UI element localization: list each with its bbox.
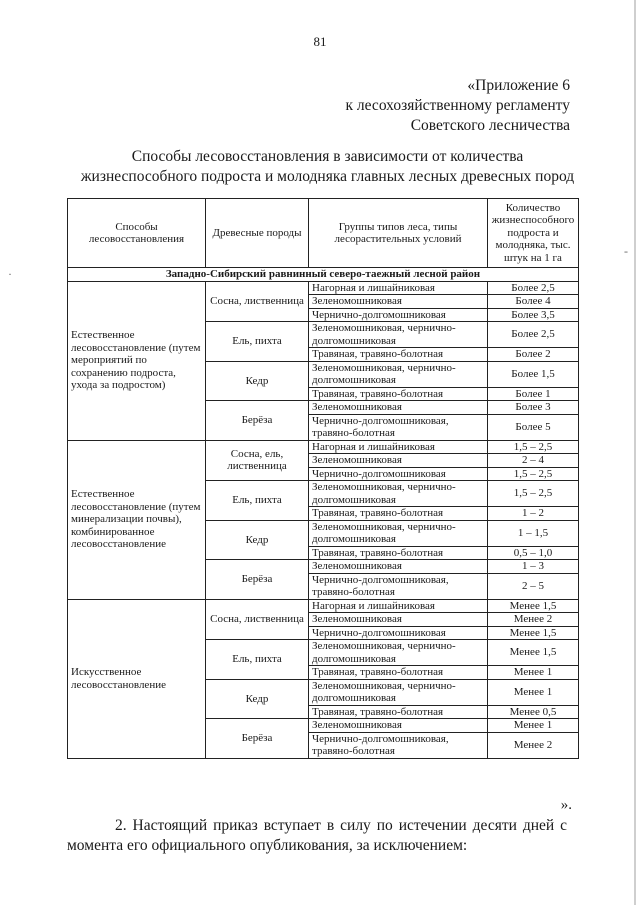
table-row xyxy=(68,440,579,454)
appendix-heading xyxy=(346,76,570,136)
table-row xyxy=(68,599,579,613)
forest-type-cell: Чернично-долгомошниковая, травяно-болотная xyxy=(309,732,488,758)
body-paragraph: 2. Настоящий приказ вступает в силу по истечении десяти дней с момента его официального опубликования, за исключением: xyxy=(67,817,567,854)
amount-cell: Менее 2 xyxy=(488,613,579,627)
title-line-1: Способы лесовосстановления в зависимости от количества xyxy=(131,148,524,165)
amount-cell: Более 4 xyxy=(488,295,579,309)
margin-mark-right: - xyxy=(624,244,628,258)
header-amount: Количество жизнеспособного подроста и молодняка, тыс. штук на 1 га xyxy=(488,199,579,268)
page-number: 81 xyxy=(313,34,327,49)
species-cell: Берёза xyxy=(206,401,309,441)
forest-type-cell: Травяная, травяно-болотная xyxy=(309,666,488,680)
method-cell: Естественное лесовосстановление (путем мероприятий по сохранению подроста, ухода за подростом) xyxy=(68,281,206,440)
amount-cell: 0,5 – 1,0 xyxy=(488,546,579,560)
forest-type-cell: Зеленомошниковая xyxy=(309,295,488,309)
forest-type-cell: Зеленомошниковая, чернично-долгомошниковая xyxy=(309,520,488,546)
amount-cell: 2 – 4 xyxy=(488,454,579,468)
closing-quote: ». xyxy=(560,797,572,813)
amount-cell: 1 – 1,5 xyxy=(488,520,579,546)
margin-mark-left: · xyxy=(8,267,12,281)
forest-type-cell: Нагорная и лишайниковая xyxy=(309,599,488,613)
scan-edge-line xyxy=(634,0,636,905)
amount-cell: Менее 1,5 xyxy=(488,640,579,666)
forest-type-cell: Травяная, травяно-болотная xyxy=(309,348,488,362)
species-cell: Сосна, лиственница xyxy=(206,281,309,322)
species-cell: Кедр xyxy=(206,520,309,560)
forest-type-cell: Нагорная и лишайниковая xyxy=(309,440,488,454)
forest-type-cell: Зеленомошниковая xyxy=(309,454,488,468)
forest-type-cell: Зеленомошниковая, чернично-долгомошниковая xyxy=(309,322,488,348)
species-cell: Ель, пихта xyxy=(206,481,309,521)
method-cell: Естественное лесовосстановление (путем минерализации почвы), комбинированное лесовосстановление xyxy=(68,440,206,599)
amount-cell: Менее 1,5 xyxy=(488,626,579,640)
table-header-row xyxy=(68,199,579,268)
forest-type-cell: Зеленомошниковая xyxy=(309,719,488,733)
forest-type-cell: Чернично-долгомошниковая xyxy=(309,467,488,481)
amount-cell: 1,5 – 2,5 xyxy=(488,440,579,454)
amount-cell: Более 3,5 xyxy=(488,308,579,322)
table-row xyxy=(68,281,579,295)
forest-type-cell: Зеленомошниковая, чернично-долгомошниковая xyxy=(309,481,488,507)
amount-cell: 2 – 5 xyxy=(488,573,579,599)
appendix-line-2: к лесохозяйственному регламенту xyxy=(345,97,570,114)
forest-type-cell: Чернично-долгомошниковая xyxy=(309,308,488,322)
amount-cell: Более 5 xyxy=(488,414,579,440)
amount-cell: 1 – 2 xyxy=(488,507,579,521)
amount-cell: Менее 0,5 xyxy=(488,705,579,719)
forest-type-cell: Зеленомошниковая, чернично-долгомошниковая xyxy=(309,640,488,666)
amount-cell: Менее 1,5 xyxy=(488,599,579,613)
forest-type-cell: Нагорная и лишайниковая xyxy=(309,281,488,295)
amount-cell: Более 3 xyxy=(488,401,579,415)
species-cell: Ель, пихта xyxy=(206,640,309,680)
amount-cell: Менее 2 xyxy=(488,732,579,758)
amount-cell: Более 1 xyxy=(488,387,579,401)
species-cell: Кедр xyxy=(206,679,309,719)
forest-type-cell: Чернично-долгомошниковая, травяно-болотная xyxy=(309,573,488,599)
species-cell: Ель, пихта xyxy=(206,322,309,362)
region-row xyxy=(68,268,579,282)
species-cell: Берёза xyxy=(206,560,309,600)
species-cell: Берёза xyxy=(206,719,309,759)
forest-type-cell: Зеленомошниковая xyxy=(309,613,488,627)
amount-cell: Менее 1 xyxy=(488,679,579,705)
amount-cell: 1,5 – 2,5 xyxy=(488,481,579,507)
forest-type-cell: Чернично-долгомошниковая xyxy=(309,626,488,640)
amount-cell: Более 2,5 xyxy=(488,281,579,295)
header-species: Древесные породы xyxy=(206,199,309,268)
title-line-2: жизнеспособного подроста и молодняка главных лесных древесных пород xyxy=(80,168,575,185)
forest-type-cell: Зеленомошниковая, чернично-долгомошниковая xyxy=(309,679,488,705)
forest-type-cell: Зеленомошниковая, чернично-долгомошниковая xyxy=(309,361,488,387)
region-name: Западно-Сибирский равнинный северо-таежный лесной район xyxy=(68,268,579,282)
amount-cell: Более 2 xyxy=(488,348,579,362)
forest-type-cell: Травяная, травяно-болотная xyxy=(309,387,488,401)
species-cell: Кедр xyxy=(206,361,309,401)
header-forest-types: Группы типов леса, типы лесорастительных условий xyxy=(309,199,488,268)
amount-cell: Более 2,5 xyxy=(488,322,579,348)
amount-cell: 1 – 3 xyxy=(488,560,579,574)
forest-type-cell: Зеленомошниковая xyxy=(309,401,488,415)
species-cell: Сосна, ель, лиственница xyxy=(206,440,309,481)
document-title xyxy=(40,147,615,187)
amount-cell: Менее 1 xyxy=(488,666,579,680)
forest-type-cell: Травяная, травяно-болотная xyxy=(309,507,488,521)
table-body xyxy=(68,199,579,759)
forest-type-cell: Зеленомошниковая xyxy=(309,560,488,574)
reforestation-table xyxy=(67,198,579,759)
forest-type-cell: Травяная, травяно-болотная xyxy=(309,546,488,560)
method-cell: Искусственное лесовосстановление xyxy=(68,599,206,758)
appendix-line-1: «Приложение 6 xyxy=(467,77,570,94)
amount-cell: Более 1,5 xyxy=(488,361,579,387)
header-methods: Способы лесовосстановления xyxy=(68,199,206,268)
forest-type-cell: Травяная, травяно-болотная xyxy=(309,705,488,719)
amount-cell: 1,5 – 2,5 xyxy=(488,467,579,481)
species-cell: Сосна, лиственница xyxy=(206,599,309,640)
forest-type-cell: Чернично-долгомошниковая, травяно-болотная xyxy=(309,414,488,440)
amount-cell: Менее 1 xyxy=(488,719,579,733)
appendix-line-3: Советского лесничества xyxy=(410,117,570,134)
